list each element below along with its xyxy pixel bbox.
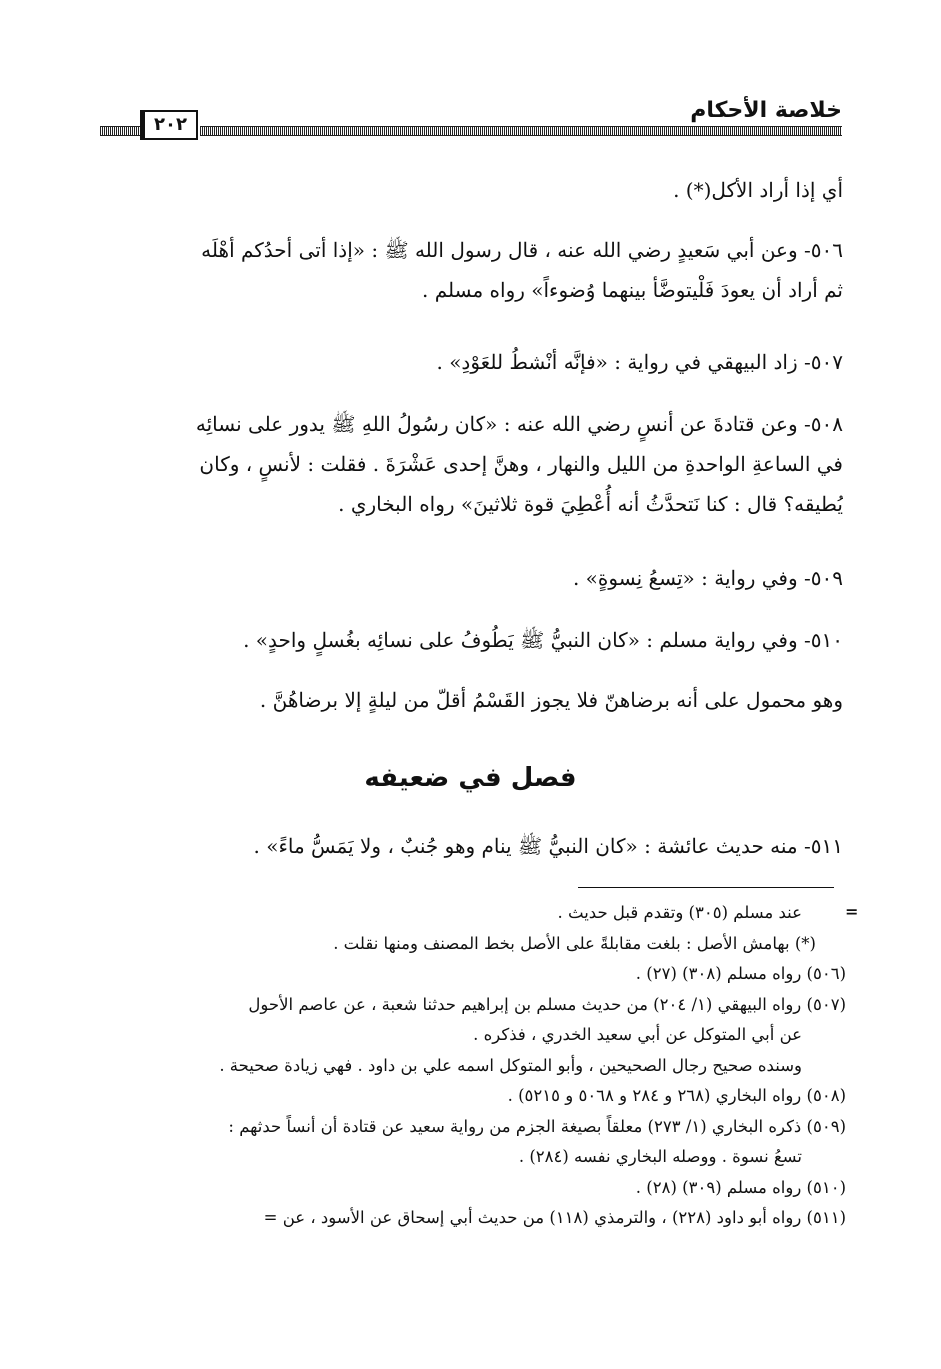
- hadith-506-line-1: ٥٠٦- وعن أبي سَعيدٍ رضي الله عنه ، قال رسول الله ﷺ : «إذا أتى أحدُكم أهْلَه: [201, 238, 843, 262]
- hadith-506: [98, 230, 843, 310]
- footnote-line: (*) بهامش الأصل : بلغت مقابلةً على الأصل بخط المصنف ومنها نقلت .: [333, 933, 816, 953]
- footnote-line: (٥٠٦) رواه مسلم (٣٠٨) (٢٧) .: [635, 964, 846, 983]
- page-number: ٢٠٢: [140, 110, 198, 140]
- footnote-line: (٥٠٩) ذكره البخاري (١/ ٢٧٣) معلقاً بصيغة الجزم من رواية سعيد عن قتادة أن أنساً حدثهم :: [228, 1116, 846, 1136]
- hadith-510-note-text: وهو محمول على أنه برضاهنّ فلا يجوز القَسْمُ أقلّ من ليلةٍ إلا برضاهُنَّ .: [259, 688, 843, 712]
- hadith-511-text: ٥١١- منه حديث عائشة : «كان النبيُّ ﷺ ينام وهو جُنبٌ ، ولا يَمَسُّ ماءً» .: [253, 834, 843, 858]
- header-rule-short: [100, 126, 140, 136]
- hadith-507: [98, 342, 843, 382]
- footnote-line: عند مسلم (٣٠٥) وتقدم قبل حديث .: [557, 903, 802, 922]
- body-text: [98, 170, 843, 210]
- footnote-line: (٥١٠) رواه مسلم (٣٠٩) (٢٨) .: [635, 1177, 846, 1197]
- hadith-509-text: ٥٠٩- وفي رواية : «تِسعُ نِسوةٍ» .: [572, 566, 843, 590]
- hadith-507-text: ٥٠٧- زاد البيهقي في رواية : «فإنَّه أنْشطُ للعَوْدِ» .: [436, 350, 843, 374]
- running-header: [100, 96, 842, 144]
- header-title: خلاصة الأحكام: [690, 98, 842, 123]
- text-line: أي إذا أراد الأكل(*) .: [673, 178, 843, 202]
- hadith-509: [98, 558, 843, 598]
- hadith-510: [98, 620, 843, 660]
- footnote-line: (٥٠٨) رواه البخاري (٢٦٨ و ٢٨٤ و ٥٠٦٨ و ٥٢١٥) .: [507, 1086, 846, 1105]
- hadith-510-note: [98, 680, 843, 720]
- section-heading: فصل في ضعيفه: [364, 763, 577, 793]
- header-rule: [200, 126, 842, 136]
- hadith-508-line-2: في الساعةِ الواحدةِ من الليل والنهار ، وهنَّ إحدى عَشْرَةَ . فقلت : لأنسٍ ، وكان: [199, 452, 843, 476]
- footnotes: [94, 898, 846, 1234]
- hadith-506-line-2: ثم أراد أن يعودَ فَلْيتوضَّأ بينهما وُضوءاً» رواه مسلم .: [421, 278, 843, 302]
- footnote-separator: [578, 887, 834, 888]
- footnote-continuation-mark: =: [845, 902, 859, 921]
- hadith-508: [98, 404, 843, 524]
- hadith-508-line-1: ٥٠٨- وعن قتادةَ عن أنسٍ رضي الله عنه : «كان رسُولُ اللهِ ﷺ يدور على نسائِه: [195, 412, 843, 436]
- footnote-line: وسنده صحيح رجال الصحيحين ، وأبو المتوكل اسمه علي بن داود . فهي زيادة صحيحة .: [219, 1055, 802, 1075]
- hadith-511: [98, 826, 843, 866]
- footnote-line: تسعُ نسوة . ووصله البخاري نفسه (٢٨٤) .: [518, 1147, 802, 1166]
- hadith-508-line-3: يُطيقه؟ قال : كنا نَتحدَّثُ أنه أُعْطِيَ قوة ثلاثينَ» رواه البخاري .: [338, 492, 843, 516]
- footnote-line: (٥٠٧) رواه البيهقي (١/ ٢٠٤) من حديث مسلم بن إبراهيم حدثنا شعبة ، عن عاصم الأحول: [248, 994, 846, 1014]
- footnote-line: (٥١١) رواه أبو داود (٢٢٨) ، والترمذي (١١٨) من حديث أبي إسحاق عن الأسود ، عن =: [263, 1208, 846, 1227]
- hadith-510-text: ٥١٠- وفي رواية مسلم : «كان النبيُّ ﷺ يَطُوفُ على نسائِه بغُسلٍ واحدٍ» .: [243, 628, 843, 652]
- footnote-line: عن أبي المتوكل عن أبي سعيد الخدري ، فذكره .: [473, 1025, 802, 1044]
